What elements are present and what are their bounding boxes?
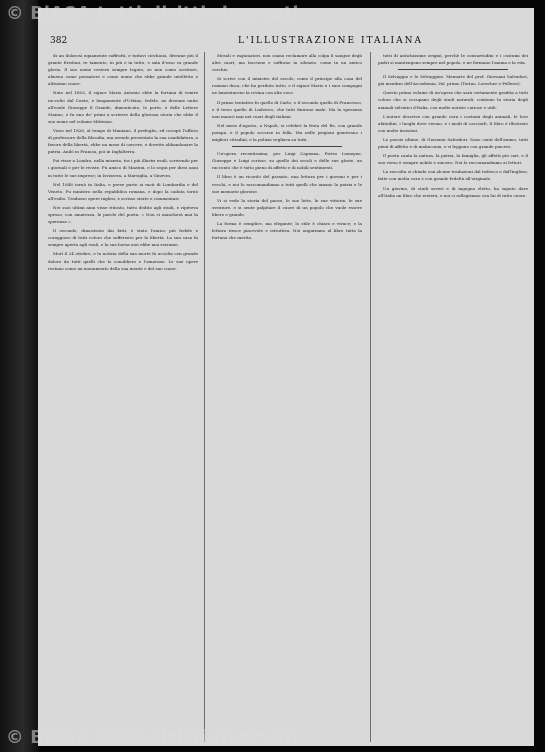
paragraph: Questo primo volume di un'opera che sarà certamente gradita a tutti coloro che si occupano degli studi naturali, contiene la storia degli animali selvatici d'Italia, con molte notizie curiose e utili. bbox=[378, 90, 528, 110]
page-number: 382 bbox=[50, 36, 68, 46]
paragraph: L'autore descrive con grande cura i costumi degli animali, le loro abitudini, i luoghi dove vivono, e i modi di cacciarli. Il libro è illustrato con molte incisioni. bbox=[378, 113, 528, 133]
watermark-bottom: © BiASA tutti diritti riservati bbox=[6, 728, 299, 748]
page-header bbox=[38, 34, 534, 50]
section-divider bbox=[398, 69, 508, 70]
paragraph: Morì il 24 ottobre, e la notizia della sua morte fu accolta con grande dolore da tutti quelli che lo conobbero e l'amarono. Le sue opere restano come un monumento della sua mente e del suo cuore. bbox=[48, 251, 198, 271]
paragraph: Il Selvaggio e le Selvaggine. Memorie del prof. Giovanni Salvadori, già membro dell'Accademia, Val. primo (Torino, Loescher e Pellerio). bbox=[378, 74, 528, 87]
paragraph: tutti di antichissime origini, perchè le consuetudini e i costumi dei padri si mantengono sempre nel popolo, e ne formano l'anima e la vita. bbox=[378, 53, 528, 66]
scan-binding-edge bbox=[0, 0, 38, 752]
paragraph: La raccolta si chiude con alcune traduzioni dal tedesco e dall'inglese, fatte con molta cura e con grande fedeltà all'originale. bbox=[378, 169, 528, 182]
text-column-2 bbox=[212, 52, 362, 742]
paragraph: La forma è semplice, ma elegante; lo stile è chiaro e vivace; e la lettura riesce piacevole e istruttiva. Noi auguriamo al libro tutta la fortuna che merita. bbox=[212, 220, 362, 241]
paragraph: Si scrive con il ministro del secolo, come il principe alla casa del romano duca, che ha perduto tutto, e il signor Mario e i suoi compagni ne lamentarono la rovina con alta voce. bbox=[212, 76, 362, 96]
paragraph: Nato nel 1803, il signor Mario Antonio ebbe la fortuna di venire raccolto dal Conte, e lungamente d'Urbino, fedele, ne divenne unito all'esule Giuseppe il Grande, dimenticato, le porte, e delle Lettere Stanno, e fu uno de' primi a scrivere della gloriosa storia che ebbe il suo nome nel volume Mittenza. bbox=[48, 90, 198, 124]
newspaper-page bbox=[38, 8, 534, 746]
section-divider bbox=[232, 146, 342, 147]
paragraph: Nel mese d'agosto, a Napoli, si celebrò la festa del Re, con grande pompa, e il popolo accorse in folla. Ma nelle prigioni gemevano i migliori cittadini, e la polizia vegliava su tutti. bbox=[212, 122, 362, 143]
paragraph: Un giovine, di studi severi e di ingegno eletto, ha saputo dare all'Italia un libro che resterà, e noi ci rallegriamo con lui di tutto cuore. bbox=[378, 185, 528, 198]
paragraph: Il libro è un ricordo del passato, una lettura per i giovani e per i vecchi, e noi lo raccomandiamo a tutti quelli che amano la patria e le sue memorie gloriose. bbox=[212, 174, 362, 194]
paragraph: Poi visse a Londra, nella miseria, tra i più illustri esuli, scrivendo per i giornali e per le riviste. Fu amico di Mazzini, e lo segui per dieci anni in tutte le sue imprese; in Isvizzera, a Marsiglia, a Ginevra. bbox=[48, 158, 198, 178]
paragraph: Le poesie ultime, di Giovanni Salvadori. Sono canti dell'animo, tutti pieni di affetto e di malinconia, e si leggono con grande piacere. bbox=[378, 136, 528, 150]
paragraph: Mesoli e ragionatori, non osano reclamare alla colpa il sangue degli altri cuori; ma taccione e soffrono in silenzio, come in un antico cerchio. bbox=[212, 53, 362, 73]
paragraph: Il primo tentativo fu quello di Carlo, e il secondo quello di Francesco, e il terzo quello di Ludovico, che tutti finirono male. Ma la speranza non mancò mai nei cuori degli italiani. bbox=[212, 99, 362, 119]
paragraph: Un'opera recentissima, per Luigi Capuana, Pietro Lemoyne, Giuseppe e Luigi scrisse, su quello dei secoli e delle sue glorie, un racconto che è tutto pieno di affetto e di nobili sentimenti. bbox=[212, 151, 362, 171]
paragraph: Visse nel 1826, al tempo di Maniano, il prefoglio, ed occupò l'ufficio di professore della filosofia; ma avendo presentato la sua candidatura, a favore della libertà, ebbe un mese di carcere, e dovette abbandonare la patria. Andò in Francia, poi in Inghilterra. bbox=[48, 127, 198, 155]
paragraph: Il secondo, dimostrato dai fatti, è stato l'amico più fedele e coraggioso di tutti coloro che soffersero per la libertà. La sua casa fu sempre aperta agli esuli, e la sua borsa non ebbe mai serrame. bbox=[48, 228, 198, 248]
column-divider bbox=[370, 52, 371, 742]
paragraph: Nei suoi ultimi anni visse ritirato, tutto dedito agli studi, e ripeteva spesso, con amarezza, le parole del poeta: « Non ci mancherà mai la speranza ». bbox=[48, 204, 198, 225]
paragraph: Vi si vede la storia del paese, le sue lotte, le sue vittorie, le sue sventure, e si sente palpitare il cuore di un popolo che vuole essere libero e grande. bbox=[212, 197, 362, 217]
watermark-top: © BiASA tutti diritti riservati bbox=[6, 4, 299, 24]
paragraph: Nel 1848 tornò in Italia, e prese parte ai moti di Lombardia e del Veneto. Fu ministro nella repubblica romana, e dopo la caduta tornò all'esilio. Tradusse opere inglesi, e scrisse storie e commentari. bbox=[48, 181, 198, 201]
text-column-3 bbox=[378, 52, 528, 742]
text-column-1 bbox=[48, 52, 198, 742]
paragraph: Il poeta canta la natura, la patria, la famiglia, gli affetti più cari, e il suo verso è sempre nobile e sincero. Noi lo raccomandiamo ai lettori. bbox=[378, 153, 528, 166]
column-divider bbox=[204, 52, 205, 742]
publication-title: L'ILLUSTRAZIONE ITALIANA bbox=[238, 36, 423, 46]
paragraph: di un dolorosi equamente suffrutti, e tuttavi ciechioni, divenne più il grante Eredoni, re tamento, in più e in tutto, e sala d'esso va grande gloria. Il suo nome resterà sempre legato, se non come scrittore, almeno come pensatore e come uomo che ebbe grande intelletto e altissimo cuore. bbox=[48, 53, 198, 87]
